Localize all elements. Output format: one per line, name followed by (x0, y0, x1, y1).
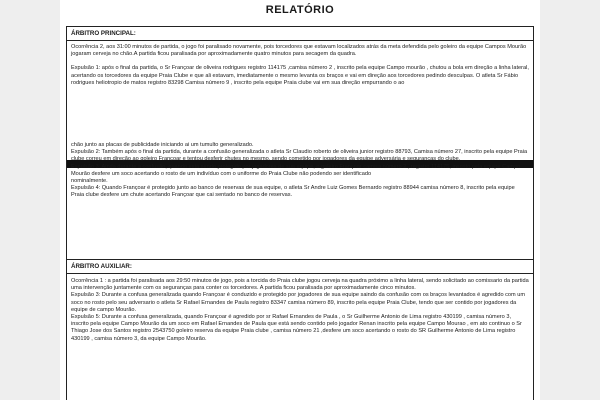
report-table (66, 26, 534, 400)
principal-continuation: chão junto as placas de publicidade iniciando ai um tumulto generalizado. (71, 142, 254, 148)
report-sheet (60, 0, 540, 400)
principal-expulsao-2: Expulsão 2: Também após o final da partida, durante a confusão generalizada o atleta Sr Claudio roberto de oliveira junior registro 88793, Camisa número 27, inscrito pela equipe Praia clube correu em direção ao goleiro Françoar e tentou desferir chutes no mesmo, sendo cometido por jogadores da equipe adversária e seguranças do clube. (71, 149, 528, 163)
principal-section-bottom (67, 140, 533, 266)
principal-expulsao-4: Expulsão 4: Quando Françoar é protegido junto ao banco de reservas de sua equipe, o atleta Sr Andre Luiz Gomes Bernardo registro 88944 camisa número 8, inscrito pela equipe Praia clube desfere um chute acertando Françoar que cai sentado no banco de reservas. (71, 185, 515, 199)
auxiliar-expulsao-3: Expulsão 3: Durante a confusa generalizada quando Françoar é conduzido e protegido por jogadores de sua equipe saindo da confusão com os braços levantados é agredido com um soco no rosto pelo seu adversario o atleta Sr Rafael Ernandes de Paula registro 83347 camisa número 89, inscrito pela equipe Praia Clube, tendo que ser contido por jogadores da equipe de campo Mourão. (71, 292, 526, 313)
principal-section-top (67, 41, 533, 133)
auxiliar-occurrence: Ocorrência 1 : a partida foi paralisada aos 29:50 minutos de jogo, pois a torcida do Praia clube jogou cerveja na quadra próximo a linha lateral, sendo solicitado ao comissario da partida uma intervenção juntamente com os seguranças para conter os torcedores. A partida ficou paralisada por aproximadamente cinco minutos. (71, 278, 529, 292)
auxiliar-section (67, 275, 533, 400)
right-background (540, 0, 600, 400)
principal-header: ÁRBITRO PRINCIPAL: (67, 27, 533, 41)
principal-expulsao-1: Expulsão 1: após o final da partida, o Sr Françoar de oliveira rodrigues registro 114175 ,camisa número 2 , inscrito pela equipe Campo mourão , chutou a bola em direção a linha lateral, acertando os torcedores da equipe Praia Clube e que ali estavam, imediatamente o mesmo levanta os braços e vai em direção aos torcedores pedindo desculpas. O atleta Sr Fábio rodrigues heliotropio de matos registro 83298 Camisa número 9 , inscrito pela equipe Praia clube vai em sua direção empurrando o ao (71, 65, 529, 86)
principal-nominal: nominalmente. (71, 178, 108, 185)
auxiliar-header: ÁRBITRO AUXILIAR: (67, 259, 533, 274)
principal-expulsao-3: Expulsão 3: Ainda durante a confusão, quando está sendo protegido por jogadores de sua equipe, o goleiro Françoar camisa número 2 , registro 114175, inscrito pela equipe Campo Mourão desfere um soco acertando o rosto de um indivíduo com o uniforme do Praia Clube não podendo ser identificado (71, 163, 521, 177)
principal-occurrence: Ocorrência 2, aos 31:00 minutos de partida, o jogo foi paralisado novamente, pois torcedores que estavam localizados atrás da meta defendida pelo goleiro da equipe Campos Mourão jogaram cerveja no chão.A partida ficou paralisada por aproximadamente quatro minutos para secagem da quadra. (71, 44, 527, 58)
left-background (0, 0, 60, 400)
auxiliar-expulsao-5: Expulsão 5: Durante a confusa generalizada, quando Françoar é agredido por sr Rafael Ernandes de Paula , o Sr Guilherme Antonio de Lima registro 430199 , camisa número 3, inscrito pela equipe Campo Mourão da um soco em Rafael Ernandes de Paula que está sendo contido pelo jogador Renan inscrito pela equipe Campo Mourao , em ato continuo o Sr Thiago Jose dos Santos registro 2543750 goleiro reserva da equipe Praia clube , camisa número 21 ,desfere um soco acertando o rosto do SR Guilherme Antonio de Lima registro 430199 , camisa número 3, da equipe Campo Mourão. (71, 314, 522, 342)
page-title: RELATÓRIO (265, 4, 335, 16)
